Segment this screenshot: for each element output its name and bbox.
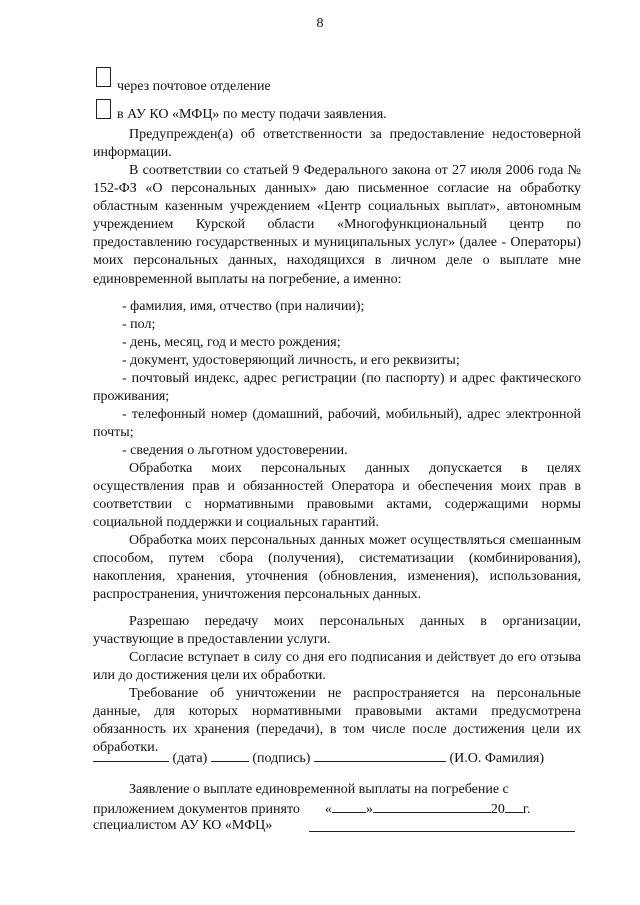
receipt-line-1: Заявление о выплате единовременной выплаты на погребение с — [129, 782, 509, 797]
data-item: - пол; — [122, 317, 156, 332]
signature-caption: (подпись) — [252, 751, 311, 766]
consent-validity-paragraph: Согласие вступает в силу со дня его подписания и действует до его отзыва или до достижения цели их обработки. — [93, 650, 581, 684]
data-item: - фамилия, имя, отчество (при наличии); — [122, 299, 365, 314]
data-item: - сведения о льготном удостоверении. — [122, 443, 348, 458]
name-caption: (И.О. Фамилия) — [449, 751, 545, 766]
name-blank[interactable] — [314, 748, 446, 762]
quote-close: » — [365, 802, 373, 817]
option-post-office-label: через почтовое отделение — [117, 79, 271, 94]
page-number: 8 — [316, 16, 324, 31]
month-blank[interactable] — [373, 799, 491, 813]
destruction-paragraph: Требование об уничтожении не распространяется на персональные данные, для которых нормативными правовыми актами предусмотрена обязанность их хранения (передачи), в том числе после достижения цели их обработки. — [93, 686, 581, 756]
checkbox-post-office[interactable] — [96, 67, 111, 87]
quote-open: « — [324, 802, 332, 817]
receipt-line-3: специалистом АУ КО «МФЦ» — [93, 818, 273, 833]
specialist-blank[interactable] — [309, 818, 575, 832]
signature-line — [93, 748, 581, 768]
receipt-line-2: приложением документов принято — [93, 802, 300, 817]
data-item: - почтовый индекс, адрес регистрации (по паспорту) и адрес фактического проживания; — [93, 371, 581, 405]
signature-blank[interactable] — [211, 748, 249, 762]
data-item: - документ, удостоверяющий личность, и его реквизиты; — [122, 353, 460, 368]
date-blank[interactable] — [93, 748, 169, 762]
date-caption: (дата) — [172, 751, 208, 766]
day-blank[interactable] — [332, 799, 366, 813]
data-item: - телефонный номер (домашний, рабочий, мобильный), адрес электронной почты; — [93, 407, 581, 441]
year-blank[interactable] — [505, 799, 523, 813]
year-suffix: г. — [522, 802, 531, 817]
transfer-permission-paragraph: Разрешаю передачу моих персональных данных в организации, участвующие в предоставлении услуги. — [93, 614, 581, 648]
processing-purpose-paragraph: Обработка моих персональных данных допускается в целях осуществления прав и обязанностей Оператора и обеспечения моих прав в соответствии с нормативными правовыми актами, содержащими нормы социальной поддержки и социальных гарантий. — [93, 461, 581, 531]
year-prefix: 20 — [490, 802, 505, 817]
receipt-block — [93, 781, 581, 835]
warning-paragraph: Предупрежден(а) об ответственности за предоставление недостоверной информации. — [93, 127, 581, 161]
processing-method-paragraph: Обработка моих персональных данных может осуществляться смешанным способом, путем сбора (получения), систематизации (комбинирования), накопления, хранения, уточнения (обновления, изменения), использования, распространения, уничтожения персональных данных. — [93, 533, 581, 603]
option-mfc-label: в АУ КО «МФЦ» по месту подачи заявления. — [117, 107, 387, 122]
consent-intro-paragraph: В соответствии со статьей 9 Федерального закона от 27 июля 2006 года № 152-ФЗ «О персональных данных» даю письменное согласие на обработку областным казенным учреждением «Центр социальных выплат», автономным учреждением Курской области «Многофункциональный центр по предоставлению государственных и муниципальных услуг» (далее - Операторы) моих персональных данных, находящихся в личном деле о выплате мне единовременной выплаты на погребение, а именно: — [93, 163, 581, 287]
checkbox-mfc[interactable] — [96, 99, 111, 119]
data-item: - день, месяц, год и место рождения; — [122, 335, 341, 350]
